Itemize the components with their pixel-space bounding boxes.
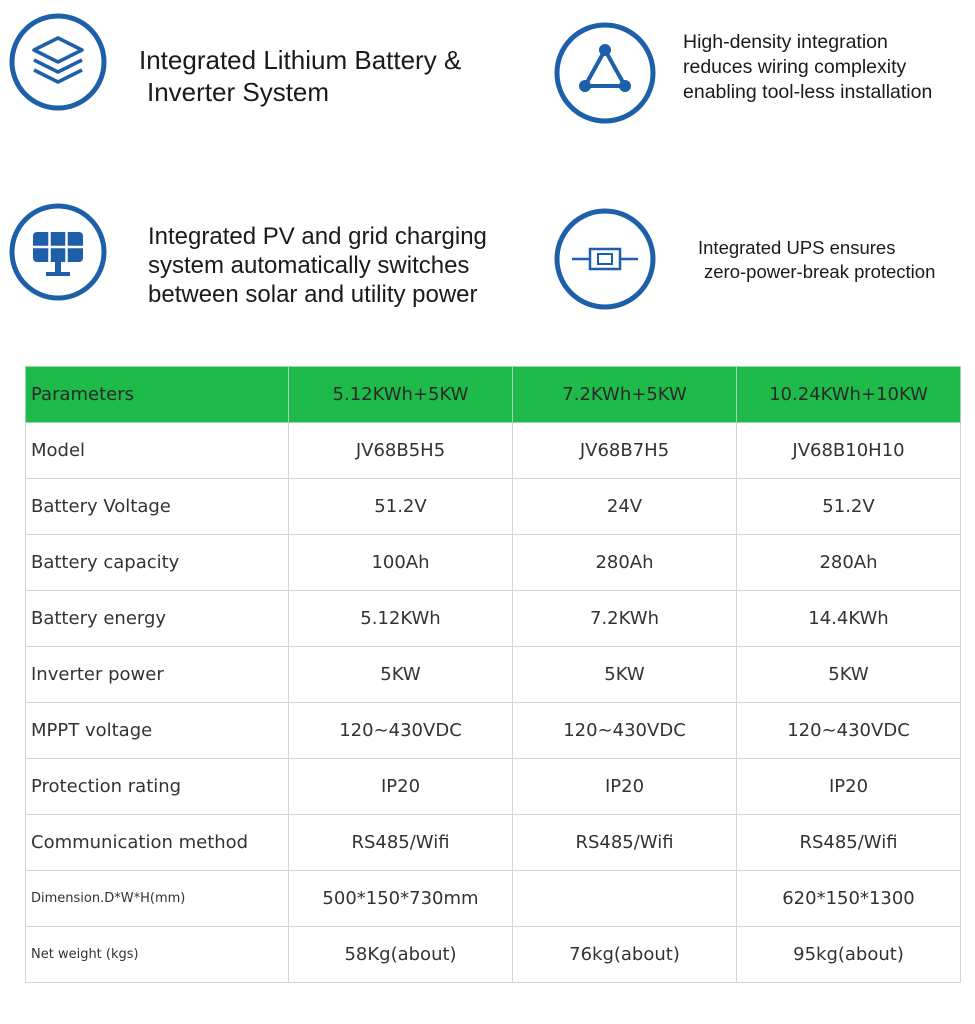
table-cell: RS485/Wifi xyxy=(737,815,961,871)
feature-text xyxy=(139,44,539,108)
ups-circuit-icon xyxy=(552,206,658,312)
table-row xyxy=(26,423,961,479)
table-cell: IP20 xyxy=(737,759,961,815)
row-label: Battery Voltage xyxy=(26,479,289,535)
solar-panel-icon xyxy=(6,200,110,304)
feature-line: Integrated UPS ensures xyxy=(698,237,896,258)
table-cell: 280Ah xyxy=(737,535,961,591)
feature-text xyxy=(148,222,548,309)
table-cell: 100Ah xyxy=(289,535,513,591)
feature-line: zero-power-break protection xyxy=(704,261,936,282)
feature-line: Inverter System xyxy=(147,77,330,107)
feature-line: reduces wiring complexity xyxy=(683,56,907,78)
table-cell: 500*150*730mm xyxy=(289,871,513,927)
row-label: Battery capacity xyxy=(26,535,289,591)
table-cell: 120~430VDC xyxy=(289,703,513,759)
table-header-row xyxy=(26,367,961,423)
feature-line: enabling tool-less installation xyxy=(683,81,933,103)
row-label: Dimension.D*W*H(mm) xyxy=(26,871,289,927)
table-cell: 5KW xyxy=(513,647,737,703)
table-cell: 58Kg(about) xyxy=(289,927,513,983)
table-cell: 76kg(about) xyxy=(513,927,737,983)
table-row xyxy=(26,591,961,647)
triangle-network-icon xyxy=(552,20,658,126)
feature-line: between solar and utility power xyxy=(148,281,478,308)
table-cell: 5KW xyxy=(289,647,513,703)
table-cell: 14.4KWh xyxy=(737,591,961,647)
table-row xyxy=(26,927,961,983)
table-cell: 51.2V xyxy=(289,479,513,535)
row-label: Model xyxy=(26,423,289,479)
table-row xyxy=(26,703,961,759)
feature-line: High-density integration xyxy=(683,31,888,53)
table-cell: 51.2V xyxy=(737,479,961,535)
table-row xyxy=(26,871,961,927)
row-label: MPPT voltage xyxy=(26,703,289,759)
table-row xyxy=(26,647,961,703)
table-cell: 120~430VDC xyxy=(513,703,737,759)
table-cell: IP20 xyxy=(289,759,513,815)
table-header-cell: Parameters xyxy=(26,367,289,423)
table-cell: JV68B7H5 xyxy=(513,423,737,479)
table-header-cell: 10.24KWh+10KW xyxy=(737,367,961,423)
row-label: Communication method xyxy=(26,815,289,871)
table-cell: RS485/Wifi xyxy=(513,815,737,871)
row-label: Battery energy xyxy=(26,591,289,647)
table-cell: 620*150*1300 xyxy=(737,871,961,927)
table-cell: JV68B5H5 xyxy=(289,423,513,479)
table-cell: 120~430VDC xyxy=(737,703,961,759)
table-cell: RS485/Wifi xyxy=(289,815,513,871)
feature-line: Integrated PV and grid charging xyxy=(148,223,487,250)
table-row xyxy=(26,815,961,871)
table-cell: 5KW xyxy=(737,647,961,703)
table-cell: 7.2KWh xyxy=(513,591,737,647)
row-label: Net weight (kgs) xyxy=(26,927,289,983)
feature-text xyxy=(683,30,973,105)
table-cell: 280Ah xyxy=(513,535,737,591)
feature-text xyxy=(698,236,973,284)
table-cell: 95kg(about) xyxy=(737,927,961,983)
layers-icon xyxy=(6,10,110,114)
feature-line: Integrated Lithium Battery & xyxy=(139,45,462,75)
row-label: Inverter power xyxy=(26,647,289,703)
table-header-cell: 7.2KWh+5KW xyxy=(513,367,737,423)
table-row xyxy=(26,759,961,815)
table-row xyxy=(26,535,961,591)
feature-line: system automatically switches xyxy=(148,252,470,279)
table-cell: JV68B10H10 xyxy=(737,423,961,479)
table-row xyxy=(26,479,961,535)
spec-table xyxy=(25,366,961,983)
row-label: Protection rating xyxy=(26,759,289,815)
table-cell: IP20 xyxy=(513,759,737,815)
table-header-cell: 5.12KWh+5KW xyxy=(289,367,513,423)
table-cell: 24V xyxy=(513,479,737,535)
table-cell xyxy=(513,871,737,927)
table-cell: 5.12KWh xyxy=(289,591,513,647)
